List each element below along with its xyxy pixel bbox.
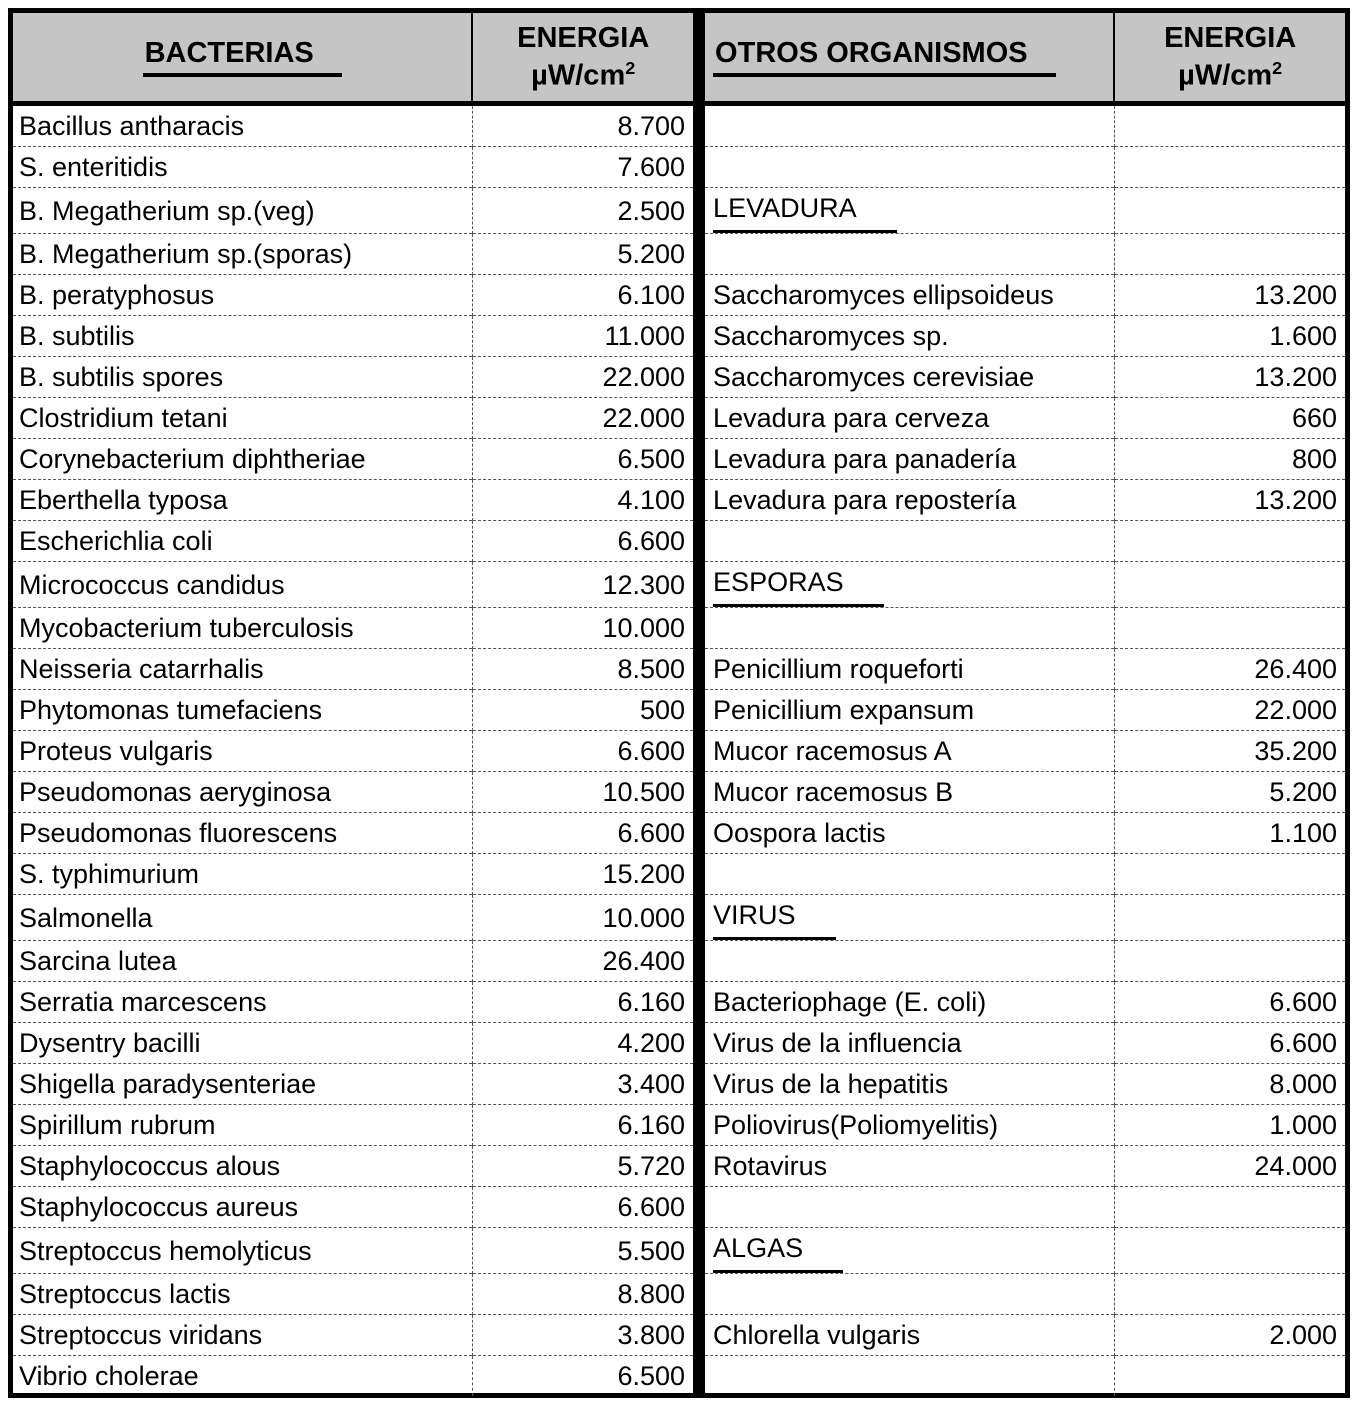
section-label: LEVADURA xyxy=(713,188,897,233)
other-energy-cell xyxy=(1114,234,1345,275)
bacteria-energy-cell: 26.400 xyxy=(472,941,699,982)
energia-label-right: ENERGIA xyxy=(1164,22,1297,55)
other-energy-cell: 2.000 xyxy=(1114,1315,1345,1356)
bacteria-energy-cell: 6.600 xyxy=(472,731,699,772)
other-energy-cell xyxy=(1114,854,1345,895)
bacteria-name-cell: Neisseria catarrhalis xyxy=(13,649,472,690)
bacteria-energy-cell: 6.100 xyxy=(472,275,699,316)
table-row xyxy=(13,1023,1345,1064)
bacteria-name-cell: Salmonella xyxy=(13,895,472,941)
bacteria-name-cell: Shigella paradysenteriae xyxy=(13,1064,472,1105)
other-name-cell xyxy=(699,895,1114,941)
other-name-cell xyxy=(699,1187,1114,1228)
bacteria-energy-cell: 10.000 xyxy=(472,895,699,941)
bacteria-name-cell: Streptoccus viridans xyxy=(13,1315,472,1356)
other-energy-cell xyxy=(1114,147,1345,188)
table-row xyxy=(13,608,1345,649)
header-energia-left xyxy=(472,13,699,104)
other-energy-cell: 26.400 xyxy=(1114,649,1345,690)
bacteria-energy-cell: 8.800 xyxy=(472,1274,699,1315)
bacteria-name-cell: Vibrio cholerae xyxy=(13,1356,472,1397)
table-row xyxy=(13,275,1345,316)
other-energy-cell: 8.000 xyxy=(1114,1064,1345,1105)
unit-exponent: 2 xyxy=(625,57,636,78)
other-energy-cell xyxy=(1114,562,1345,608)
other-name-cell xyxy=(699,147,1114,188)
other-name-cell: Saccharomyces sp. xyxy=(699,316,1114,357)
header-otros-organismos xyxy=(699,13,1114,104)
other-energy-cell: 1.000 xyxy=(1114,1105,1345,1146)
bacteria-energy-cell: 6.160 xyxy=(472,1105,699,1146)
table-row xyxy=(13,1315,1345,1356)
bacteria-name-cell: Sarcina lutea xyxy=(13,941,472,982)
table-row xyxy=(13,234,1345,275)
bacteria-name-cell: Micrococcus candidus xyxy=(13,562,472,608)
bacteria-name-cell: Clostridium tetani xyxy=(13,398,472,439)
table-row xyxy=(13,731,1345,772)
bacteria-energy-cell: 8.500 xyxy=(472,649,699,690)
bacteria-name-cell: B. subtilis xyxy=(13,316,472,357)
energia-unit-right xyxy=(1115,57,1345,94)
table-body xyxy=(13,104,1345,1397)
bacteria-energy-cell: 22.000 xyxy=(472,398,699,439)
other-name-cell: Levadura para panadería xyxy=(699,439,1114,480)
bacteria-energy-cell: 15.200 xyxy=(472,854,699,895)
bacteria-name-cell: B. peratyphosus xyxy=(13,275,472,316)
other-name-cell: Penicillium roqueforti xyxy=(699,649,1114,690)
bacteria-name-cell: Serratia marcescens xyxy=(13,982,472,1023)
other-name-cell: Oospora lactis xyxy=(699,813,1114,854)
table-row xyxy=(13,562,1345,608)
energia-unit-left xyxy=(473,57,693,94)
table-row xyxy=(13,1274,1345,1315)
bacteria-name-cell: Streptoccus hemolyticus xyxy=(13,1228,472,1274)
other-energy-cell: 6.600 xyxy=(1114,1023,1345,1064)
other-energy-cell: 6.600 xyxy=(1114,982,1345,1023)
table-row xyxy=(13,854,1345,895)
bacteria-name-cell: Spirillum rubrum xyxy=(13,1105,472,1146)
other-energy-cell: 13.200 xyxy=(1114,480,1345,521)
other-energy-cell xyxy=(1114,1274,1345,1315)
bacteria-energy-cell: 6.500 xyxy=(472,439,699,480)
section-label: VIRUS xyxy=(713,895,836,940)
table-row xyxy=(13,982,1345,1023)
bacteria-energy-cell: 11.000 xyxy=(472,316,699,357)
other-energy-cell: 13.200 xyxy=(1114,275,1345,316)
table-row xyxy=(13,895,1345,941)
table-row xyxy=(13,147,1345,188)
table-row xyxy=(13,439,1345,480)
uv-energy-table xyxy=(13,13,1345,1396)
other-energy-cell: 800 xyxy=(1114,439,1345,480)
table-row xyxy=(13,398,1345,439)
bacteria-name-cell: Pseudomonas fluorescens xyxy=(13,813,472,854)
bacteria-name-cell: Staphylococcus alous xyxy=(13,1146,472,1187)
table-row xyxy=(13,188,1345,234)
bacteria-energy-cell: 5.720 xyxy=(472,1146,699,1187)
bacteria-energy-cell: 2.500 xyxy=(472,188,699,234)
other-name-cell xyxy=(699,608,1114,649)
other-name-cell: Mucor racemosus A xyxy=(699,731,1114,772)
bacteria-energy-cell: 5.200 xyxy=(472,234,699,275)
other-name-cell xyxy=(699,1228,1114,1274)
other-name-cell xyxy=(699,521,1114,562)
bacteria-energy-cell: 10.500 xyxy=(472,772,699,813)
bacteria-name-cell: Pseudomonas aeryginosa xyxy=(13,772,472,813)
unit-exponent: 2 xyxy=(1272,57,1283,78)
bacteria-energy-cell: 12.300 xyxy=(472,562,699,608)
bacteria-name-cell: Phytomonas tumefaciens xyxy=(13,690,472,731)
bacteria-energy-cell: 8.700 xyxy=(472,104,699,147)
table-row xyxy=(13,690,1345,731)
bacteria-energy-cell: 6.600 xyxy=(472,1187,699,1228)
bacteria-name-cell: B. Megatherium sp.(sporas) xyxy=(13,234,472,275)
other-energy-cell: 35.200 xyxy=(1114,731,1345,772)
energia-label-left: ENERGIA xyxy=(517,22,650,55)
bacteria-name-cell: Mycobacterium tuberculosis xyxy=(13,608,472,649)
unit-text: µW/cm xyxy=(1178,59,1273,92)
other-name-cell xyxy=(699,234,1114,275)
other-energy-cell: 24.000 xyxy=(1114,1146,1345,1187)
table-row xyxy=(13,1356,1345,1397)
other-name-cell xyxy=(699,562,1114,608)
section-label: ALGAS xyxy=(713,1228,843,1273)
bacteria-energy-cell: 6.600 xyxy=(472,813,699,854)
bacteria-energy-cell: 3.400 xyxy=(472,1064,699,1105)
other-energy-cell: 5.200 xyxy=(1114,772,1345,813)
bacteria-energy-cell: 3.800 xyxy=(472,1315,699,1356)
other-energy-cell xyxy=(1114,1187,1345,1228)
table-row xyxy=(13,521,1345,562)
other-energy-cell: 660 xyxy=(1114,398,1345,439)
other-energy-cell xyxy=(1114,188,1345,234)
table-row xyxy=(13,941,1345,982)
other-name-cell: Chlorella vulgaris xyxy=(699,1315,1114,1356)
other-name-cell: Saccharomyces cerevisiae xyxy=(699,357,1114,398)
bacteria-name-cell: Escherichlia coli xyxy=(13,521,472,562)
bacteria-name-cell: Bacillus antharacis xyxy=(13,104,472,147)
bacteria-name-cell: S. enteritidis xyxy=(13,147,472,188)
other-name-cell: Bacteriophage (E. coli) xyxy=(699,982,1114,1023)
other-energy-cell: 22.000 xyxy=(1114,690,1345,731)
other-name-cell: Levadura para repostería xyxy=(699,480,1114,521)
other-name-cell: Levadura para cerveza xyxy=(699,398,1114,439)
bacteria-name-cell: Corynebacterium diphtheriae xyxy=(13,439,472,480)
table-row xyxy=(13,357,1345,398)
other-name-cell: Mucor racemosus B xyxy=(699,772,1114,813)
other-name-cell xyxy=(699,188,1114,234)
header-energia-right xyxy=(1114,13,1345,104)
table-row xyxy=(13,480,1345,521)
header-row xyxy=(13,13,1345,104)
table-row xyxy=(13,813,1345,854)
other-energy-cell xyxy=(1114,608,1345,649)
other-name-cell: Rotavirus xyxy=(699,1146,1114,1187)
bacteria-name-cell: Eberthella typosa xyxy=(13,480,472,521)
table-row xyxy=(13,1105,1345,1146)
other-energy-cell: 1.100 xyxy=(1114,813,1345,854)
bacteria-energy-cell: 7.600 xyxy=(472,147,699,188)
bacteria-name-cell: B. Megatherium sp.(veg) xyxy=(13,188,472,234)
other-name-cell xyxy=(699,104,1114,147)
table-row xyxy=(13,649,1345,690)
other-name-cell: Poliovirus(Poliomyelitis) xyxy=(699,1105,1114,1146)
other-energy-cell: 13.200 xyxy=(1114,357,1345,398)
other-energy-cell xyxy=(1114,895,1345,941)
other-name-cell: Virus de la hepatitis xyxy=(699,1064,1114,1105)
other-name-cell xyxy=(699,854,1114,895)
other-name-cell: Penicillium expansum xyxy=(699,690,1114,731)
bacteria-energy-cell: 6.500 xyxy=(472,1356,699,1397)
header-bacterias xyxy=(13,13,472,104)
unit-text: µW/cm xyxy=(531,59,626,92)
bacteria-energy-cell: 6.160 xyxy=(472,982,699,1023)
table-row xyxy=(13,772,1345,813)
other-energy-cell: 1.600 xyxy=(1114,316,1345,357)
table-row xyxy=(13,1228,1345,1274)
bacteria-name-cell: Streptoccus lactis xyxy=(13,1274,472,1315)
bacteria-name-cell: Dysentry bacilli xyxy=(13,1023,472,1064)
other-energy-cell xyxy=(1114,104,1345,147)
table-row xyxy=(13,316,1345,357)
bacteria-energy-cell: 4.200 xyxy=(472,1023,699,1064)
bacteria-energy-cell: 10.000 xyxy=(472,608,699,649)
other-energy-cell xyxy=(1114,521,1345,562)
section-label: ESPORAS xyxy=(713,562,884,607)
bacteria-energy-cell: 500 xyxy=(472,690,699,731)
header-otros-label: OTROS ORGANISMOS xyxy=(713,37,1056,77)
table-row xyxy=(13,104,1345,147)
bacteria-energy-cell: 5.500 xyxy=(472,1228,699,1274)
bacteria-name-cell: B. subtilis spores xyxy=(13,357,472,398)
other-name-cell xyxy=(699,1356,1114,1397)
bacteria-name-cell: Staphylococcus aureus xyxy=(13,1187,472,1228)
other-name-cell: Virus de la influencia xyxy=(699,1023,1114,1064)
other-name-cell xyxy=(699,1274,1114,1315)
table-row xyxy=(13,1187,1345,1228)
bacteria-energy-cell: 4.100 xyxy=(472,480,699,521)
table-row xyxy=(13,1064,1345,1105)
uv-energy-table-frame xyxy=(8,8,1350,1398)
header-bacterias-label: BACTERIAS xyxy=(143,37,342,77)
other-energy-cell xyxy=(1114,941,1345,982)
bacteria-name-cell: Proteus vulgaris xyxy=(13,731,472,772)
bacteria-energy-cell: 22.000 xyxy=(472,357,699,398)
other-energy-cell xyxy=(1114,1356,1345,1397)
other-name-cell xyxy=(699,941,1114,982)
bacteria-name-cell: S. typhimurium xyxy=(13,854,472,895)
table-row xyxy=(13,1146,1345,1187)
other-name-cell: Saccharomyces ellipsoideus xyxy=(699,275,1114,316)
bacteria-energy-cell: 6.600 xyxy=(472,521,699,562)
other-energy-cell xyxy=(1114,1228,1345,1274)
